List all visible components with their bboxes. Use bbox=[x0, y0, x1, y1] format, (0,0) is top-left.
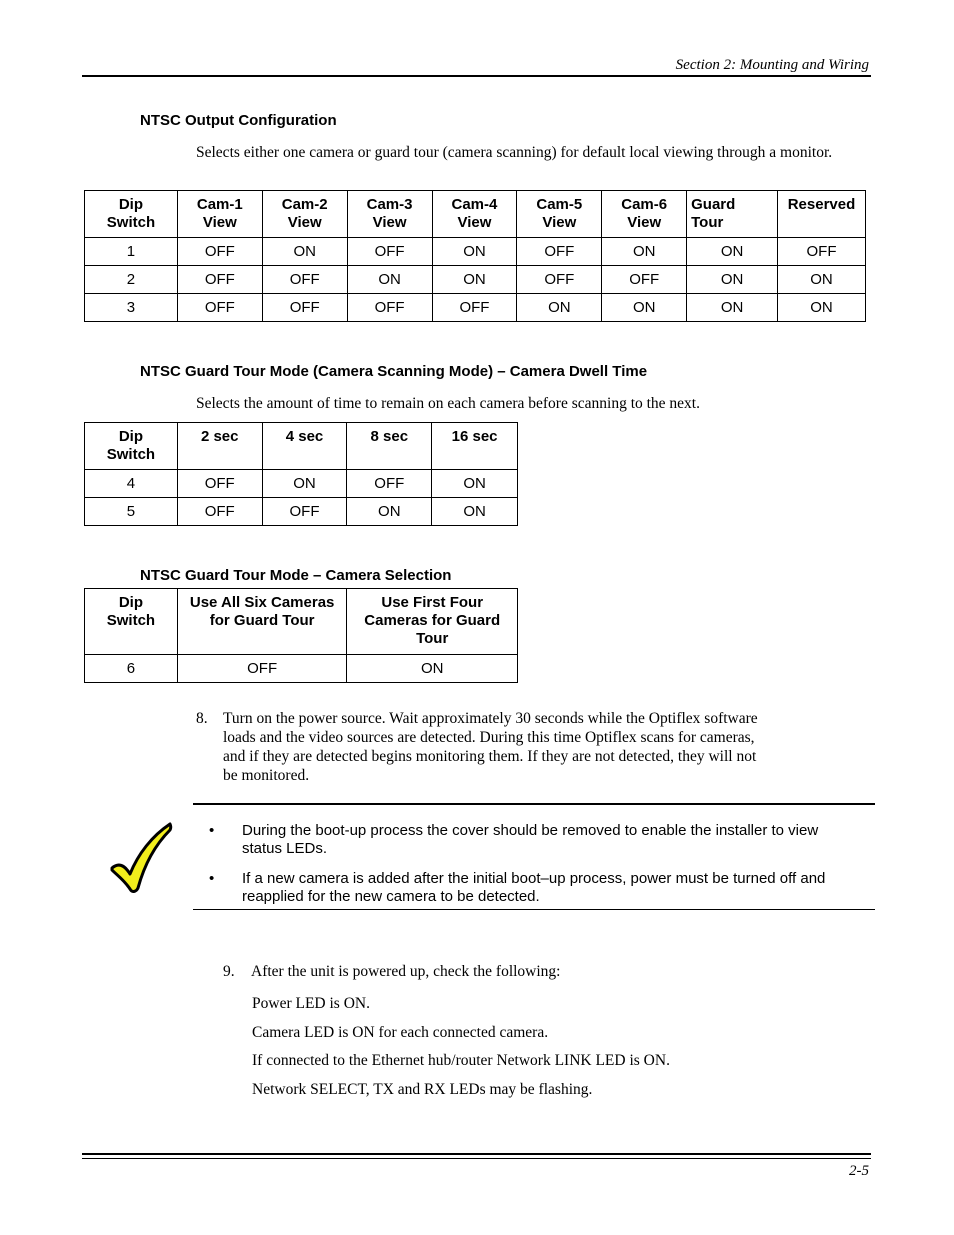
column-header bbox=[432, 191, 517, 238]
table-cell: OFF bbox=[177, 655, 347, 683]
output-config-table bbox=[84, 190, 866, 322]
note-bullet-text bbox=[242, 870, 825, 906]
column-header bbox=[85, 191, 178, 238]
header-rule bbox=[82, 75, 871, 77]
column-header-line: Cam-5 bbox=[536, 196, 583, 213]
column-header-line: Switch bbox=[106, 214, 156, 231]
step-8-text bbox=[223, 709, 863, 785]
table-row bbox=[85, 266, 866, 294]
table-cell: 4 bbox=[85, 470, 178, 498]
column-header-line: Use All Six Cameras bbox=[189, 594, 335, 611]
camera-selection-table bbox=[84, 588, 518, 683]
note-bullet-line: During the boot-up process the cover should be removed to enable the installer to view bbox=[242, 822, 819, 839]
column-header-line: 4 sec bbox=[285, 428, 324, 445]
dwell-time-table bbox=[84, 422, 518, 526]
table-cell: OFF bbox=[517, 238, 602, 266]
table-cell: ON bbox=[517, 294, 602, 322]
bullet-dot: • bbox=[209, 822, 215, 839]
table-cell: OFF bbox=[347, 238, 432, 266]
dwell-time-description: Selects the amount of time to remain on each camera before scanning to the next. bbox=[196, 395, 700, 412]
table-cell: OFF bbox=[177, 266, 262, 294]
table-cell: ON bbox=[778, 266, 866, 294]
column-header-line: 2 sec bbox=[200, 428, 239, 445]
table-cell: ON bbox=[347, 655, 518, 683]
column-header-line: Dip bbox=[118, 594, 143, 611]
column-header-line bbox=[351, 446, 427, 464]
table-row bbox=[85, 294, 866, 322]
note-bottom-rule bbox=[193, 909, 875, 910]
column-header-line bbox=[182, 446, 258, 464]
check-item: Camera LED is ON for each connected camera. bbox=[252, 1023, 549, 1041]
column-header-line: 16 sec bbox=[451, 428, 498, 445]
column-header-line bbox=[89, 630, 173, 648]
bullet-dot: • bbox=[209, 870, 215, 887]
column-header-line: Cam-6 bbox=[621, 196, 668, 213]
note-bullet-item bbox=[205, 870, 855, 906]
column-header-line: Cam-3 bbox=[366, 196, 413, 213]
table-cell: ON bbox=[347, 266, 432, 294]
column-header bbox=[602, 191, 687, 238]
table-cell: ON bbox=[687, 294, 778, 322]
column-header-line: Cam-2 bbox=[281, 196, 328, 213]
table-cell: OFF bbox=[347, 470, 432, 498]
note-top-rule bbox=[193, 803, 875, 805]
column-header bbox=[177, 589, 347, 655]
table-cell: OFF bbox=[517, 266, 602, 294]
column-header bbox=[778, 191, 866, 238]
step-9-intro: After the unit is powered up, check the following: bbox=[251, 963, 561, 980]
column-header bbox=[177, 191, 262, 238]
column-header-line: Cam-4 bbox=[451, 196, 498, 213]
table-cell: ON bbox=[262, 238, 347, 266]
note-bullet-line: reapplied for the new camera to be detected. bbox=[242, 888, 540, 905]
table-cell: OFF bbox=[347, 294, 432, 322]
output-config-heading: NTSC Output Configuration bbox=[140, 112, 337, 129]
table-cell: 6 bbox=[85, 655, 178, 683]
column-header-line: Switch bbox=[106, 612, 156, 629]
table-cell: ON bbox=[687, 266, 778, 294]
output-config-description: Selects either one camera or guard tour (camera scanning) for default local viewing through a monitor. bbox=[196, 144, 833, 161]
column-header-line: Dip bbox=[118, 196, 144, 213]
column-header-line: View bbox=[202, 214, 237, 231]
table-cell: OFF bbox=[262, 498, 347, 526]
column-header bbox=[347, 423, 432, 470]
table-cell: ON bbox=[778, 294, 866, 322]
checkmark-icon bbox=[108, 822, 174, 894]
column-header-line: Dip bbox=[118, 428, 143, 445]
column-header bbox=[85, 589, 178, 655]
step-9-checklist bbox=[252, 994, 670, 1108]
column-header-line: Use First Four bbox=[381, 594, 484, 611]
table-cell: 5 bbox=[85, 498, 178, 526]
table-row bbox=[85, 470, 518, 498]
column-header-line: Tour bbox=[691, 214, 724, 231]
table-cell: OFF bbox=[177, 498, 262, 526]
column-header-line: View bbox=[287, 214, 322, 231]
camera-selection-heading: NTSC Guard Tour Mode – Camera Selection bbox=[140, 567, 452, 584]
table-cell: ON bbox=[432, 238, 517, 266]
table-cell: 2 bbox=[85, 266, 178, 294]
footer-rule-thin bbox=[82, 1158, 871, 1159]
table-cell: ON bbox=[602, 294, 687, 322]
column-header bbox=[347, 191, 432, 238]
column-header bbox=[687, 191, 778, 238]
page-number: 2-5 bbox=[849, 1163, 869, 1179]
column-header-line: Cameras for Guard bbox=[364, 612, 501, 629]
column-header-line: Tour bbox=[416, 630, 449, 647]
table-cell: 1 bbox=[85, 238, 178, 266]
column-header bbox=[432, 423, 518, 470]
check-item: If connected to the Ethernet hub/router Network LINK LED is ON. bbox=[252, 1052, 670, 1069]
table-cell: ON bbox=[347, 498, 432, 526]
column-header bbox=[262, 191, 347, 238]
column-header-line: View bbox=[457, 214, 492, 231]
column-header-line bbox=[782, 214, 861, 232]
note-bullet-line: status LEDs. bbox=[242, 840, 328, 857]
column-header-line bbox=[436, 446, 513, 464]
column-header-line: View bbox=[627, 214, 662, 231]
note-bullet-text bbox=[242, 822, 818, 858]
step-9-number: 9. bbox=[223, 963, 235, 980]
column-header-line: Switch bbox=[106, 446, 156, 463]
check-item: Network SELECT, TX and RX LEDs may be flashing. bbox=[252, 1080, 593, 1098]
note-bullets bbox=[205, 822, 855, 918]
note-bullet-item bbox=[205, 822, 855, 858]
table-row bbox=[85, 238, 866, 266]
table-cell: 3 bbox=[85, 294, 178, 322]
step-8-number: 8. bbox=[196, 710, 208, 727]
column-header-line: Cam-1 bbox=[196, 196, 243, 213]
column-header bbox=[177, 423, 262, 470]
step-8-line: loads and the video sources are detected. During this time Optiflex scans for cameras, bbox=[223, 729, 755, 746]
table-cell: ON bbox=[432, 266, 517, 294]
table-cell: OFF bbox=[602, 266, 687, 294]
table-cell: ON bbox=[432, 498, 518, 526]
dwell-time-heading: NTSC Guard Tour Mode (Camera Scanning Mode) – Camera Dwell Time bbox=[140, 363, 648, 380]
column-header bbox=[85, 423, 178, 470]
check-item: Power LED is ON. bbox=[252, 995, 370, 1012]
note-bullet-line: If a new camera is added after the initial boot–up process, power must be turned off and bbox=[242, 870, 826, 887]
table-cell: ON bbox=[262, 470, 347, 498]
column-header-line bbox=[182, 630, 343, 648]
table-cell: ON bbox=[687, 238, 778, 266]
column-header bbox=[517, 191, 602, 238]
column-header-line: Reserved bbox=[787, 196, 856, 213]
step-8-line: Turn on the power source. Wait approximately 30 seconds while the Optiflex software bbox=[223, 710, 758, 727]
table-cell: ON bbox=[602, 238, 687, 266]
table-cell: OFF bbox=[262, 294, 347, 322]
table-cell: OFF bbox=[432, 294, 517, 322]
column-header bbox=[262, 423, 347, 470]
column-header-line: 8 sec bbox=[370, 428, 409, 445]
table-cell: ON bbox=[432, 470, 518, 498]
step-8-line: be monitored. bbox=[223, 767, 310, 784]
table-cell: OFF bbox=[778, 238, 866, 266]
column-header bbox=[347, 589, 518, 655]
table-cell: OFF bbox=[177, 470, 262, 498]
table-cell: OFF bbox=[177, 238, 262, 266]
table-row bbox=[85, 655, 518, 683]
column-header-line: Guard bbox=[691, 196, 736, 213]
step-8-line: and if they are detected begins monitoring them. If they are not detected, they will not bbox=[223, 748, 757, 765]
column-header-line: View bbox=[542, 214, 577, 231]
column-header-line: View bbox=[372, 214, 407, 231]
table-cell: OFF bbox=[177, 294, 262, 322]
table-row bbox=[85, 498, 518, 526]
column-header-line bbox=[267, 446, 343, 464]
footer-rule bbox=[82, 1153, 871, 1155]
column-header-line: for Guard Tour bbox=[209, 612, 315, 629]
table-cell: OFF bbox=[262, 266, 347, 294]
running-header: Section 2: Mounting and Wiring bbox=[675, 57, 869, 73]
